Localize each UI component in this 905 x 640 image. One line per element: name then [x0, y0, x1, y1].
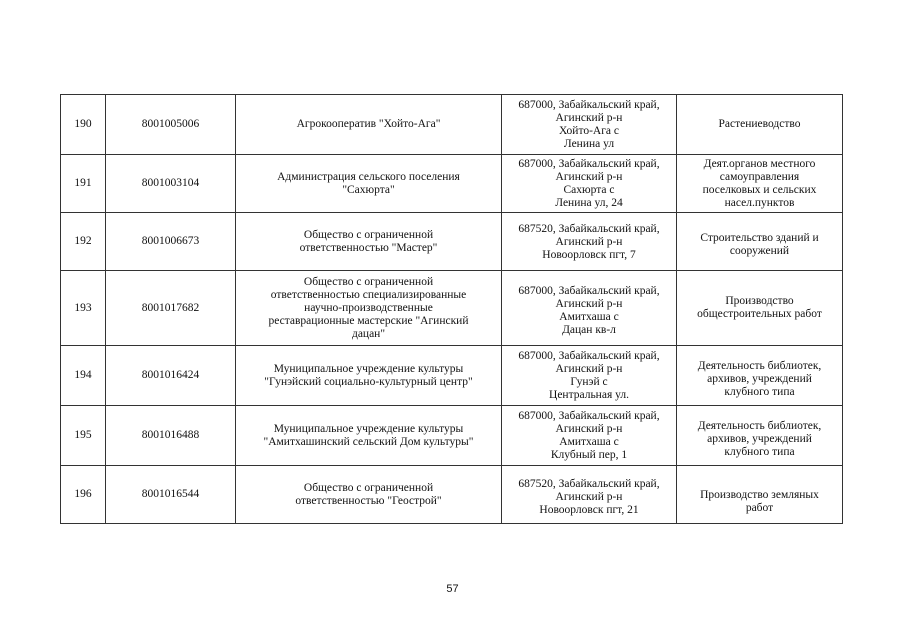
activity-line: Деят.органов местного — [703, 157, 816, 170]
inn-cell: 8001005006 — [106, 95, 236, 155]
activity-line: Производство земляных — [700, 488, 819, 501]
name-line: Общество с ограниченной — [303, 275, 434, 288]
row-number: 194 — [61, 346, 106, 406]
activity-line: насел.пунктов — [724, 196, 795, 209]
address-line: 687000, Забайкальский край, — [518, 98, 660, 111]
table-row — [61, 406, 843, 466]
activity-line: Строительство зданий и — [700, 231, 819, 244]
activity-line: Растениеводство — [718, 118, 801, 130]
activity-line: общестроительных работ — [697, 308, 822, 320]
address-line: Новоорловск пгт, 7 — [542, 249, 636, 261]
activity-line: архивов, учреждений — [707, 373, 812, 385]
activity-cell — [677, 213, 843, 271]
address-line: Хойто-Ага с — [558, 124, 620, 137]
address-cell — [502, 406, 677, 466]
activity-line: сооружений — [729, 244, 790, 257]
table-row — [61, 155, 843, 213]
address-line: Агинский р-н — [555, 422, 623, 435]
activity-line: Деятельность библиотек, — [697, 360, 822, 372]
address-line: Агинский р-н — [555, 491, 623, 503]
name-line: реставрационные мастерские "Агинский — [268, 314, 469, 327]
activity-cell — [677, 155, 843, 213]
inn-cell: 8001016488 — [106, 406, 236, 466]
address-line: Агинский р-н — [555, 298, 623, 310]
activity-cell — [677, 346, 843, 406]
name-line: "Амитхашинский сельский Дом культуры" — [263, 435, 474, 448]
inn-cell: 8001016424 — [106, 346, 236, 406]
address-line: Агинский р-н — [555, 111, 623, 124]
name-line: ответственностью специализированные — [270, 288, 467, 301]
row-number: 190 — [61, 95, 106, 155]
organization-name-cell — [236, 466, 502, 524]
activity-line: поселковых и сельских — [702, 183, 817, 196]
address-cell — [502, 466, 677, 524]
name-line: Муниципальное учреждение культуры — [273, 422, 464, 435]
name-line: "Гунэйский социально-культурный центр" — [264, 375, 473, 388]
table-row — [61, 271, 843, 346]
registry-table — [60, 94, 843, 524]
address-cell — [502, 155, 677, 213]
activity-line: самоуправления — [719, 170, 800, 183]
row-number: 195 — [61, 406, 106, 466]
activity-cell — [677, 271, 843, 346]
table-row — [61, 95, 843, 155]
address-line: Агинский р-н — [555, 362, 623, 375]
address-line: 687520, Забайкальский край, — [518, 478, 660, 490]
organization-name-cell — [236, 213, 502, 271]
address-cell — [502, 271, 677, 346]
address-line: 687000, Забайкальский край, — [518, 157, 660, 170]
organization-name-cell — [236, 271, 502, 346]
address-line: Центральная ул. — [549, 388, 629, 401]
name-line: "Сахюрта" — [342, 183, 395, 196]
address-line: Агинский р-н — [555, 236, 623, 248]
name-line: ответственностью "Мастер" — [299, 241, 438, 254]
address-line: Ленина ул, 24 — [555, 196, 623, 209]
name-line: Агрокооператив "Хойто-Ага" — [296, 118, 441, 130]
address-line: Амитхаша с — [559, 435, 619, 448]
inn-cell: 8001003104 — [106, 155, 236, 213]
inn-cell: 8001016544 — [106, 466, 236, 524]
registry-table-body — [61, 95, 843, 524]
table-row — [61, 466, 843, 524]
activity-line: клубного типа — [724, 446, 795, 458]
activity-line: архивов, учреждений — [707, 433, 812, 445]
name-line: научно-производственные — [304, 301, 433, 314]
address-line: 687000, Забайкальский край, — [518, 349, 660, 362]
organization-name-cell — [236, 406, 502, 466]
address-line: Новоорловск пгт, 21 — [539, 504, 639, 516]
address-line: Сахюрта с — [563, 183, 615, 196]
activity-line: работ — [745, 501, 774, 514]
activity-cell — [677, 466, 843, 524]
address-cell — [502, 346, 677, 406]
address-line: Ленина ул — [563, 137, 615, 150]
activity-line: клубного типа — [724, 386, 795, 398]
name-line: Общество с ограниченной — [303, 481, 434, 494]
row-number: 191 — [61, 155, 106, 213]
organization-name-cell — [236, 95, 502, 155]
address-line: Гунэй с — [570, 375, 608, 388]
address-line: Агинский р-н — [555, 170, 623, 183]
activity-cell — [677, 406, 843, 466]
name-line: ответственностью "Геострой" — [295, 494, 442, 507]
table-row — [61, 346, 843, 406]
address-line: Клубный пер, 1 — [550, 448, 628, 461]
table-row — [61, 213, 843, 271]
activity-cell — [677, 95, 843, 155]
page-number: 57 — [446, 583, 459, 595]
address-cell — [502, 95, 677, 155]
name-line: дацан" — [351, 327, 386, 340]
address-line: Амитхаша с — [559, 311, 619, 323]
row-number: 193 — [61, 271, 106, 346]
activity-line: Деятельность библиотек, — [697, 420, 822, 432]
address-line: 687000, Забайкальский край, — [518, 285, 660, 297]
address-line: Дацан кв-л — [562, 324, 616, 336]
address-line: 687520, Забайкальский край, — [518, 223, 660, 235]
activity-line: Производство — [725, 295, 794, 307]
organization-name-cell — [236, 346, 502, 406]
inn-cell: 8001006673 — [106, 213, 236, 271]
inn-cell: 8001017682 — [106, 271, 236, 346]
row-number: 196 — [61, 466, 106, 524]
address-cell — [502, 213, 677, 271]
name-line: Муниципальное учреждение культуры — [273, 362, 464, 375]
address-line: 687000, Забайкальский край, — [518, 409, 660, 422]
row-number: 192 — [61, 213, 106, 271]
name-line: Общество с ограниченной — [303, 228, 434, 241]
organization-name-cell — [236, 155, 502, 213]
name-line: Администрация сельского поселения — [277, 170, 460, 183]
